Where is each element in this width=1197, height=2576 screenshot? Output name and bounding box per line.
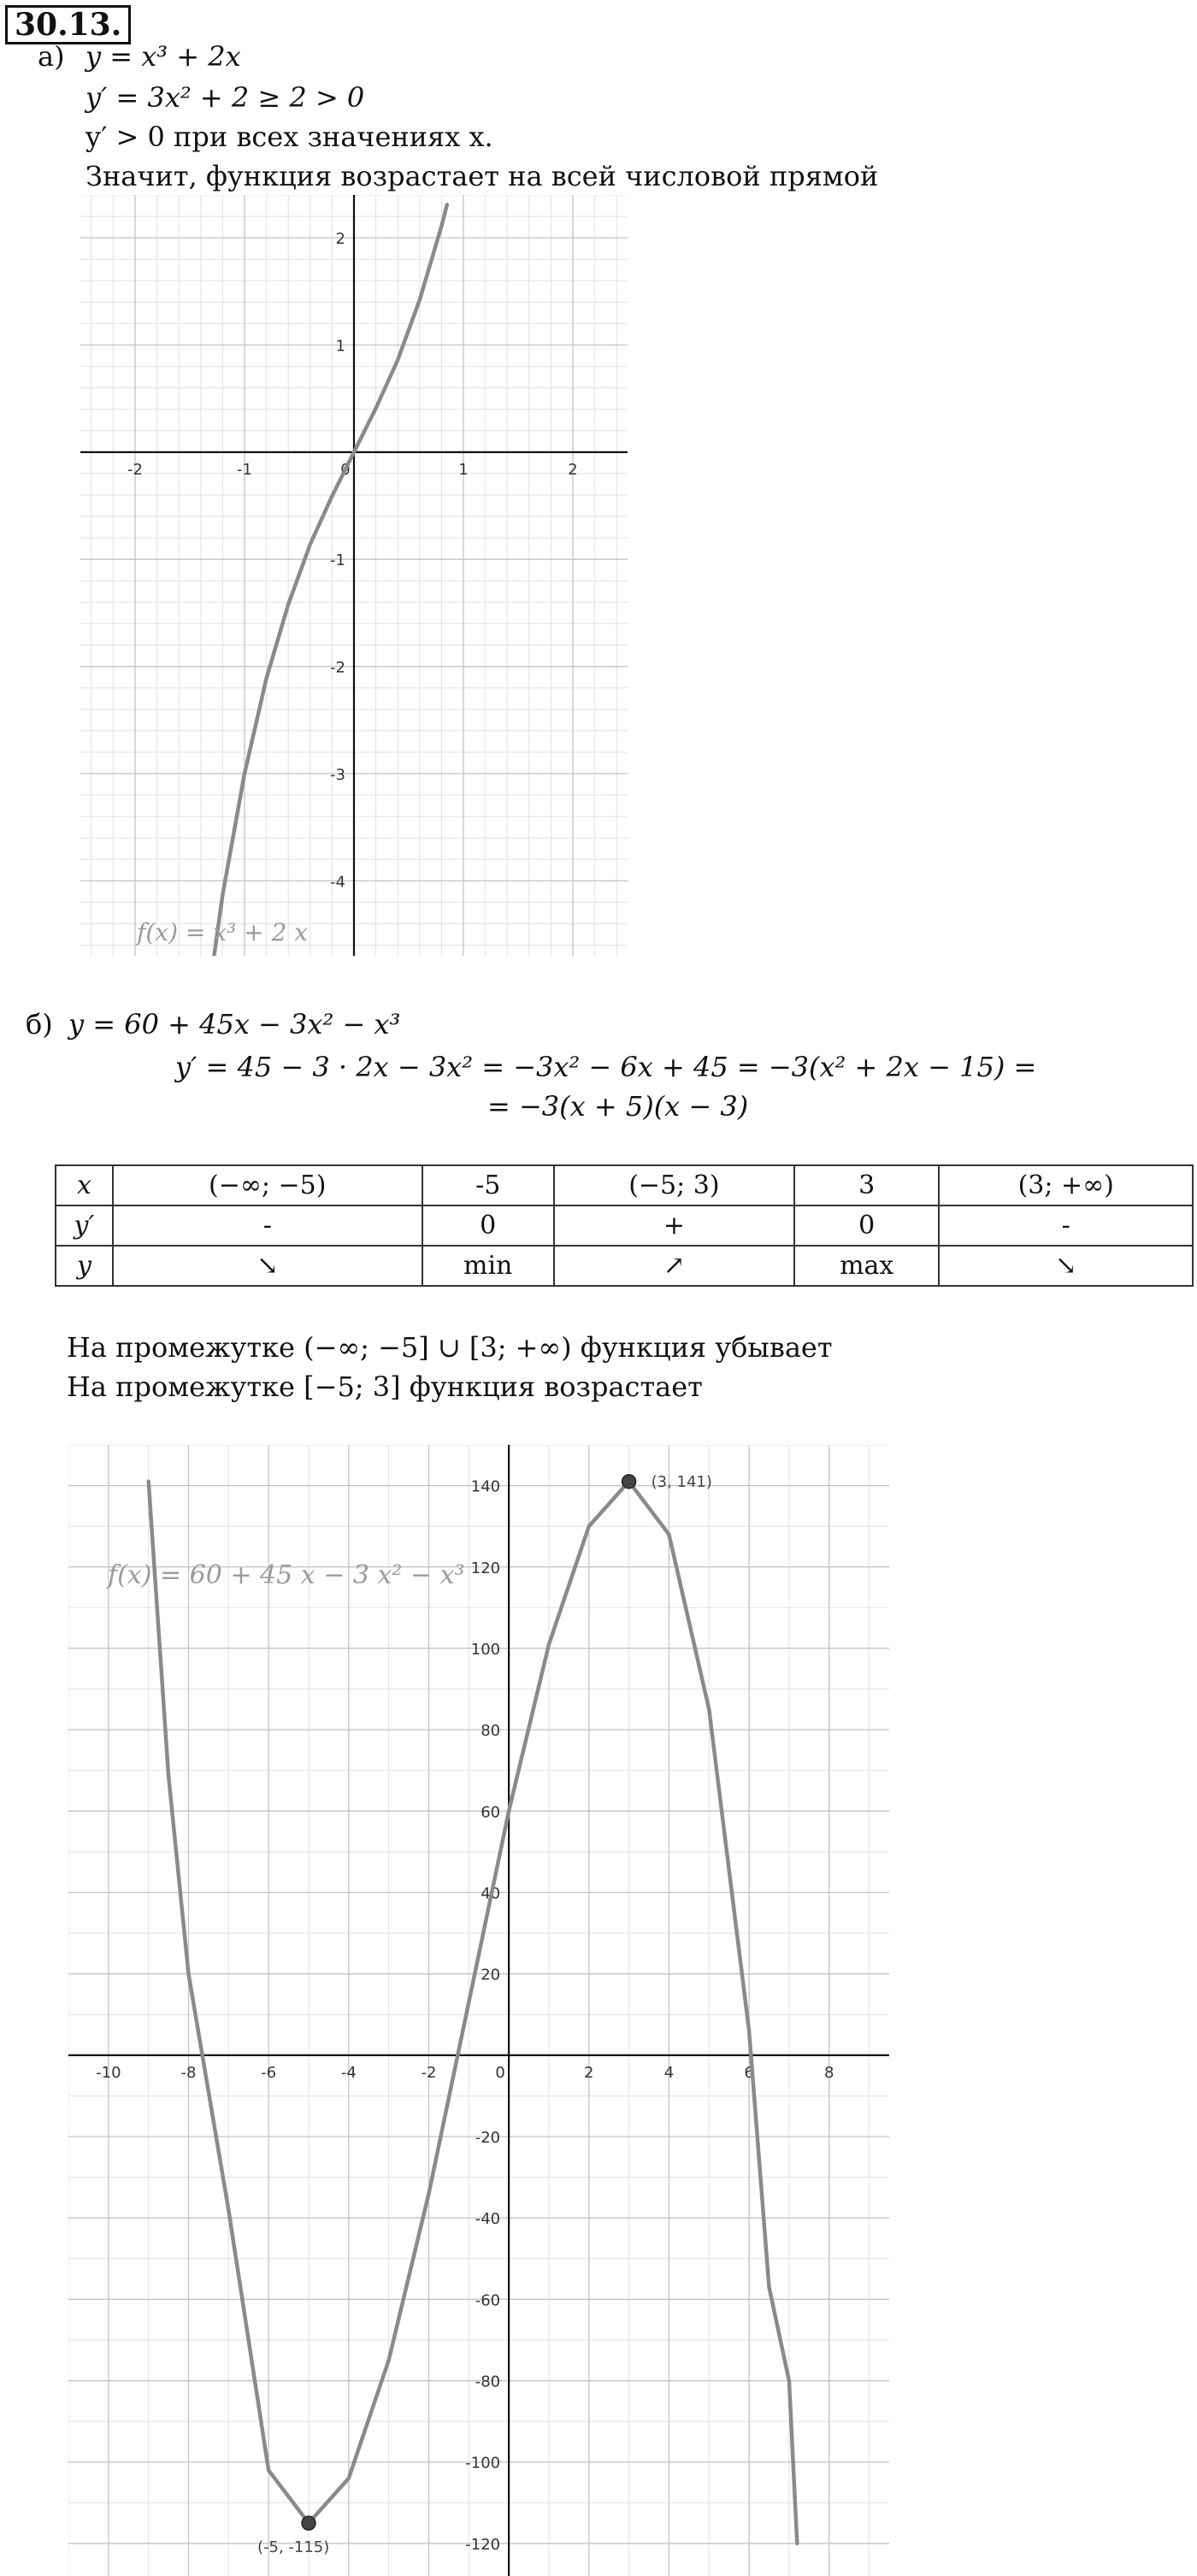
y-tick-label: 40 [481, 1884, 501, 1903]
part-b-conclusion-increasing: На промежутке [−5; 3] функция возрастает [67, 1371, 703, 1403]
table-cell: -5 [422, 1165, 554, 1205]
y-tick-label: 80 [481, 1722, 501, 1741]
part-b-function: y = 60 + 45x − 3x² − x³ [68, 1008, 401, 1040]
y-tick-label: -4 [330, 873, 345, 892]
x-tick-label: 2 [584, 2063, 594, 2082]
y-tick-label: 120 [470, 1559, 501, 1577]
function-label: f(x) = x³ + 2 x [137, 918, 309, 946]
table-cell: - [939, 1205, 1193, 1246]
part-a-conclusion: Значит, функция возрастает на всей числовой прямой [86, 160, 879, 192]
y-tick-label: -40 [475, 2210, 501, 2229]
table-row [56, 1205, 1193, 1246]
extremum-point [622, 1475, 636, 1488]
part-b-derivative-line2: = −3(x + 5)(x − 3) [487, 1090, 749, 1123]
extremum-label: (3, 141) [651, 1472, 712, 1491]
extremum-label: (-5, -115) [256, 2538, 330, 2557]
x-tick-label: -6 [261, 2063, 277, 2082]
table-cell: min [422, 1246, 554, 1286]
table-cell: ↘ [113, 1246, 422, 1286]
y-tick-label: 2 [335, 230, 345, 249]
x-tick-label: -4 [340, 2063, 357, 2082]
part-a-label: а) [38, 40, 65, 73]
table-cell: 0 [422, 1205, 554, 1246]
extremum-point [302, 2516, 315, 2530]
part-b-label: б) [26, 1008, 53, 1040]
y-tick-label: -1 [330, 551, 345, 570]
problem-number: 30.13. [5, 5, 131, 44]
y-tick-label: -120 [465, 2535, 501, 2554]
table-cell: (−5; 3) [554, 1165, 794, 1205]
table-cell: y′ [56, 1205, 113, 1246]
x-tick-label: 6 [744, 2063, 754, 2082]
chart-b [68, 1445, 889, 2576]
chart-a [80, 195, 628, 956]
x-tick-label: 2 [568, 460, 578, 479]
table-cell: 3 [794, 1165, 939, 1205]
table-row [56, 1246, 1193, 1286]
table-cell: x [56, 1165, 113, 1205]
x-tick-label: 0 [495, 2063, 505, 2082]
part-b-derivative-line1: y′ = 45 − 3 · 2x − 3x² = −3x² − 6x + 45 = −3(x² + 2x − 15) = [175, 1051, 1037, 1083]
x-tick-label: 4 [663, 2063, 675, 2082]
table-cell: - [113, 1205, 422, 1246]
x-tick-label: 1 [458, 460, 469, 479]
part-b-conclusion-decreasing: На промежутке (−∞; −5] ∪ [3; +∞) функция убывает [67, 1331, 833, 1364]
y-tick-label: -20 [475, 2129, 501, 2148]
x-tick-label: -2 [421, 2063, 437, 2082]
sign-table [55, 1164, 1194, 1287]
x-tick-label: -10 [96, 2063, 121, 2082]
y-tick-label: 20 [481, 1966, 501, 1984]
y-tick-label: -3 [330, 765, 345, 784]
table-cell: + [554, 1205, 794, 1246]
x-tick-label: -1 [237, 460, 252, 479]
part-a-derivative: y′ = 3x² + 2 ≥ 2 > 0 [86, 81, 365, 114]
table-cell: (3; +∞) [939, 1165, 1193, 1205]
y-tick-label: 100 [470, 1640, 501, 1659]
y-tick-label: 140 [470, 1477, 501, 1496]
table-cell: max [794, 1246, 939, 1286]
x-tick-label: 8 [824, 2063, 834, 2082]
function-curve [195, 204, 446, 956]
y-tick-label: -80 [475, 2373, 501, 2391]
y-tick-label: 1 [335, 337, 345, 356]
part-a-sign-statement: y′ > 0 при всех значениях x. [86, 121, 493, 153]
x-tick-label: -8 [180, 2063, 197, 2082]
part-a-function: y = x³ + 2x [86, 40, 241, 73]
table-cell: y [56, 1246, 113, 1286]
x-tick-label: -2 [127, 460, 143, 479]
y-tick-label: 60 [481, 1803, 501, 1822]
y-tick-label: -2 [330, 658, 345, 677]
x-tick-label: 0 [340, 460, 351, 479]
table-cell: ↘ [939, 1246, 1193, 1286]
y-tick-label: -60 [475, 2291, 501, 2310]
table-row [56, 1165, 1193, 1205]
table-cell: 0 [794, 1205, 939, 1246]
table-cell: (−∞; −5) [113, 1165, 422, 1205]
function-label: f(x) = 60 + 45 x − 3 x² − x³ [108, 1560, 465, 1590]
y-tick-label: -100 [465, 2454, 501, 2473]
table-cell: ↗ [554, 1246, 794, 1286]
